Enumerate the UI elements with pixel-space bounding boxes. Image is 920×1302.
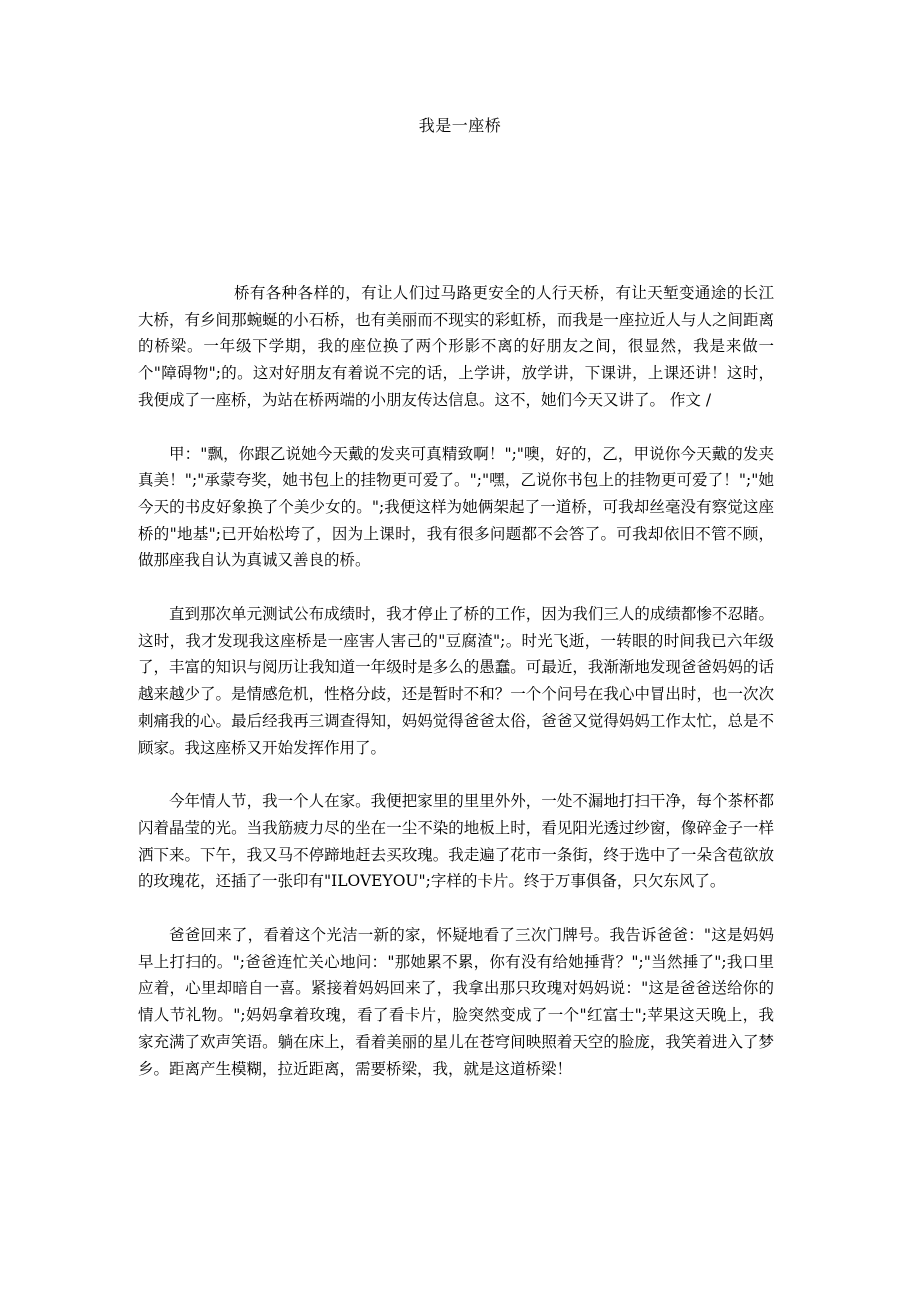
- document-body: [138, 280, 774, 1109]
- paragraph-3: 直到那次单元测试公布成绩时，我才停止了桥的工作，因为我们三人的成绩都惨不忍睹。这时，我才发现我这座桥是一座害人害己的"豆腐渣";。时光飞逝，一转眼的时间我已六年级了，丰富的知识与阅历让我知道一年级时是多么的愚蠢。可最近，我渐渐地发现爸爸妈妈的话越来越少了。是情感危机，性格分歧，还是暂时不和？一个个问号在我心中冒出时，也一次次刺痛我的心。最后经我再三调查得知，妈妈觉得爸爸太俗，爸爸又觉得妈妈工作太忙，总是不顾家。我这座桥又开始发挥作用了。: [138, 605, 774, 757]
- paragraph-5: 爸爸回来了，看着这个光洁一新的家，怀疑地看了三次门牌号。我告诉爸爸："这是妈妈早上打扫的。";爸爸连忙关心地问："那她累不累，你有没有给她捶背？";"当然捶了";我口里应着，心里却暗自一喜。紧接着妈妈回来了，我拿出那只玫瑰对妈妈说："这是爸爸送给你的情人节礼物。";妈妈拿着玫瑰，看了看卡片，脸突然变成了一个"红富士";苹果这天晚上，我家充满了欢声笑语。躺在床上，看着美丽的星儿在苍穹间映照着天空的脸庞，我笑着进入了梦乡。距离产生模糊，拉近距离，需要桥梁，我，就是这道桥梁！: [138, 926, 774, 1078]
- paragraph-2: 甲："飘，你跟乙说她今天戴的发夹可真精致啊！";"噢，好的，乙，甲说你今天戴的发夹真美！";"承蒙夸奖，她书包上的挂物更可爱了。";"嘿，乙说你书包上的挂物更可爱了！";"她今天的书皮好象换了个美少女的。";我便这样为她俩架起了一道桥，可我却丝毫没有察觉这座桥的"地基";已开始松垮了，因为上课时，我有很多问题都不会答了。可我却依旧不管不顾，做那座我自认为真诚又善良的桥。: [138, 444, 774, 570]
- paragraph-1: 桥有各种各样的，有让人们过马路更安全的人行天桥，有让天堑变通途的长江大桥，有乡间那蜿蜒的小石桥，也有美丽而不现实的彩虹桥，而我是一座拉近人与人之间距离的桥梁。一年级下学期，我的座位换了两个形影不离的好朋友之间，很显然，我是来做一个"障碍物";的。这对好朋友有着说不完的话，上学讲，放学讲，下课讲，上课还讲！这时，我便成了一座桥，为站在桥两端的小朋友传达信息。这不，她们今天又讲了。 作文 /: [138, 284, 774, 409]
- document-title: 我是一座桥: [418, 116, 502, 135]
- paragraph-4: 今年情人节，我一个人在家。我便把家里的里里外外，一处不漏地打扫干净，每个茶杯都闪着晶莹的光。当我筋疲力尽的坐在一尘不染的地板上时，看见阳光透过纱窗，像碎金子一样洒下来。下午，我又马不停蹄地赶去买玫瑰。我走遍了花市一条街，终于选中了一朵含苞欲放的玫瑰花，还插了一张印有"ILOVEYOU";字样的卡片。终于万事俱备，只欠东风了。: [138, 792, 774, 891]
